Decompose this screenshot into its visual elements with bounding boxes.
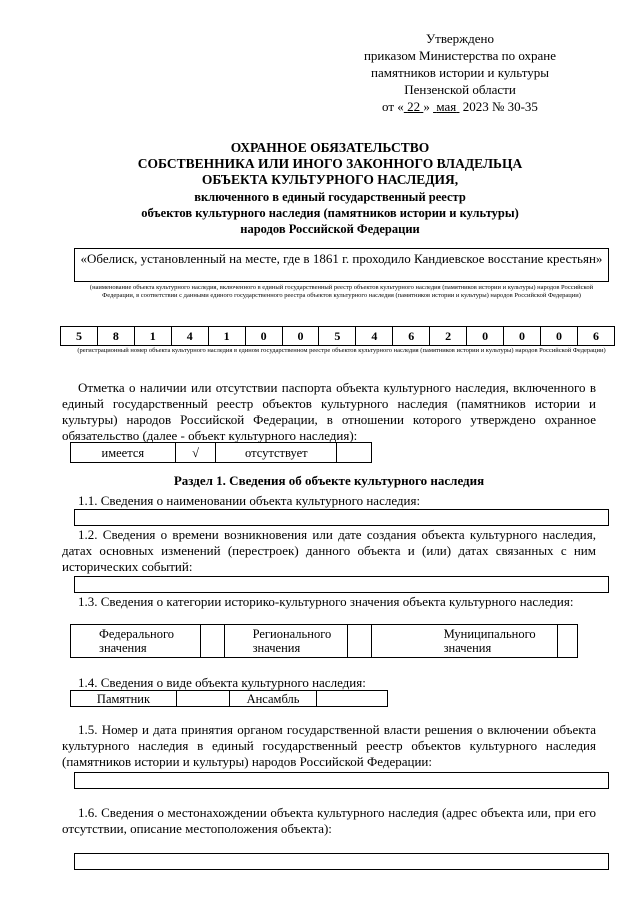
category-regional: Регионального значения <box>224 625 348 658</box>
reg-digit: 0 <box>467 327 504 346</box>
doc-title-line-6: народов Российской Федерации <box>240 222 420 236</box>
passport-paragraph: Отметка о наличии или отсутствии паспорта объекта культурного наследия, включенного в единый государственный реестр объектов культурного наследия (памятников истории и культуры) народов Российской Федерации, в отношении которого утверждено охранное обязательство (далее - объект культурного наследия): <box>62 380 596 443</box>
reg-digit: 4 <box>356 327 393 346</box>
doc-title-line-4: включенного в единый государственный реестр <box>194 190 466 204</box>
item-1-5-label: 1.5. Номер и дата принятия органом государственной власти решения о включении объекта культурного наследия в единый государственный реестр объектов культурного наследия (памятников истории и культуры) народов Российской Федерации: <box>62 722 596 769</box>
reg-digit: 0 <box>504 327 541 346</box>
category-federal: Федерального значения <box>71 625 201 658</box>
reg-digit: 5 <box>319 327 356 346</box>
reg-digit: 4 <box>171 327 208 346</box>
approval-line-3: памятников истории и культуры <box>371 65 549 80</box>
doc-title-line-3: ОБЪЕКТА КУЛЬТУРНОГО НАСЛЕДИЯ, <box>201 172 459 187</box>
reg-digit: 8 <box>97 327 134 346</box>
date-month: мая <box>436 99 457 114</box>
passport-has-mark: √ <box>175 443 216 463</box>
reg-digit: 6 <box>393 327 430 346</box>
doc-title-line-5: объектов культурного наследия (памятников истории и культуры) <box>141 206 519 220</box>
type-monument-mark <box>177 691 230 707</box>
item-1-2-label: 1.2. Сведения о времени возникновения или дате создания объекта культурного наследия, датах основных изменений (перестроек) данного объекта и (или) датах связанных с ним исторических событий: <box>62 527 596 574</box>
item-1-1-label: 1.1. Сведения о наименовании объекта культурного наследия: <box>78 493 421 508</box>
approval-line-1: Утверждено <box>425 31 495 46</box>
reg-digit: 6 <box>577 327 614 346</box>
object-name-note: (наименование объекта культурного наследия, включенного в единый государственный реестр объектов культурного наследия (памятников истории и культуры) народов Российской Федерации, в соответствии с данными единого государственного реестра объектов культурного наследия (памятников истории и культуры) народов Российской Федерации) <box>89 284 594 299</box>
date-mid: » <box>423 99 430 114</box>
item-1-1-field <box>74 509 609 526</box>
item-1-5-field <box>74 772 609 789</box>
doc-title-line-2: СОБСТВЕННИКА ИЛИ ИНОГО ЗАКОННОГО ВЛАДЕЛЬЦА <box>137 156 523 171</box>
reg-digit: 5 <box>61 327 98 346</box>
type-table <box>70 690 388 707</box>
passport-absent-label: отсутствует <box>216 443 337 463</box>
reg-digit: 1 <box>134 327 171 346</box>
reg-digit: 1 <box>208 327 245 346</box>
type-monument: Памятник <box>71 691 177 707</box>
reg-number-note: (регистрационный номер объекта культурного наследия в едином государственном реестре объектов культурного наследия (памятников истории и культуры) народов Российской Федерации) <box>77 347 606 354</box>
date-day: 22 <box>407 99 421 114</box>
category-table <box>70 624 578 658</box>
item-1-3-label: 1.3. Сведения о категории историко-культурного значения объекта культурного наследия: <box>78 594 574 609</box>
item-1-4-label: 1.4. Сведения о виде объекта культурного наследия: <box>78 675 366 690</box>
category-regional-mark <box>348 625 371 658</box>
reg-number-table <box>60 326 615 346</box>
approval-block <box>340 30 580 115</box>
reg-digit: 0 <box>245 327 282 346</box>
type-ensemble-mark <box>317 691 388 707</box>
reg-digit: 0 <box>540 327 577 346</box>
approval-line-4: Пензенской области <box>404 82 516 97</box>
approval-line-2: приказом Министерства по охране <box>363 48 557 63</box>
object-name-box: «Обелиск, установленный на месте, где в 1861 г. проходило Кандиевское восстание крестьян» <box>74 248 609 282</box>
date-prefix: от « <box>382 99 404 114</box>
section-1-heading: Раздел 1. Сведения об объекте культурного наследия <box>173 473 485 488</box>
reg-digit: 0 <box>282 327 319 346</box>
doc-title-line-1: ОХРАННОЕ ОБЯЗАТЕЛЬСТВО <box>230 140 430 155</box>
approval-date <box>340 98 580 115</box>
passport-absent-mark <box>337 443 372 463</box>
item-1-6-label: 1.6. Сведения о местонахождении объекта культурного наследия (адрес объекта или, при его отсутствии, описание местоположения объекта): <box>62 805 596 836</box>
type-ensemble: Ансамбль <box>230 691 317 707</box>
category-municipal-mark <box>557 625 577 658</box>
category-municipal: Муниципального значения <box>371 625 557 658</box>
passport-table <box>70 442 372 463</box>
date-year-number: 2023 № 30-35 <box>462 99 538 114</box>
passport-has-label: имеется <box>71 443 176 463</box>
reg-digit: 2 <box>430 327 467 346</box>
category-federal-mark <box>201 625 224 658</box>
item-1-6-field <box>74 853 609 870</box>
item-1-2-field <box>74 576 609 593</box>
